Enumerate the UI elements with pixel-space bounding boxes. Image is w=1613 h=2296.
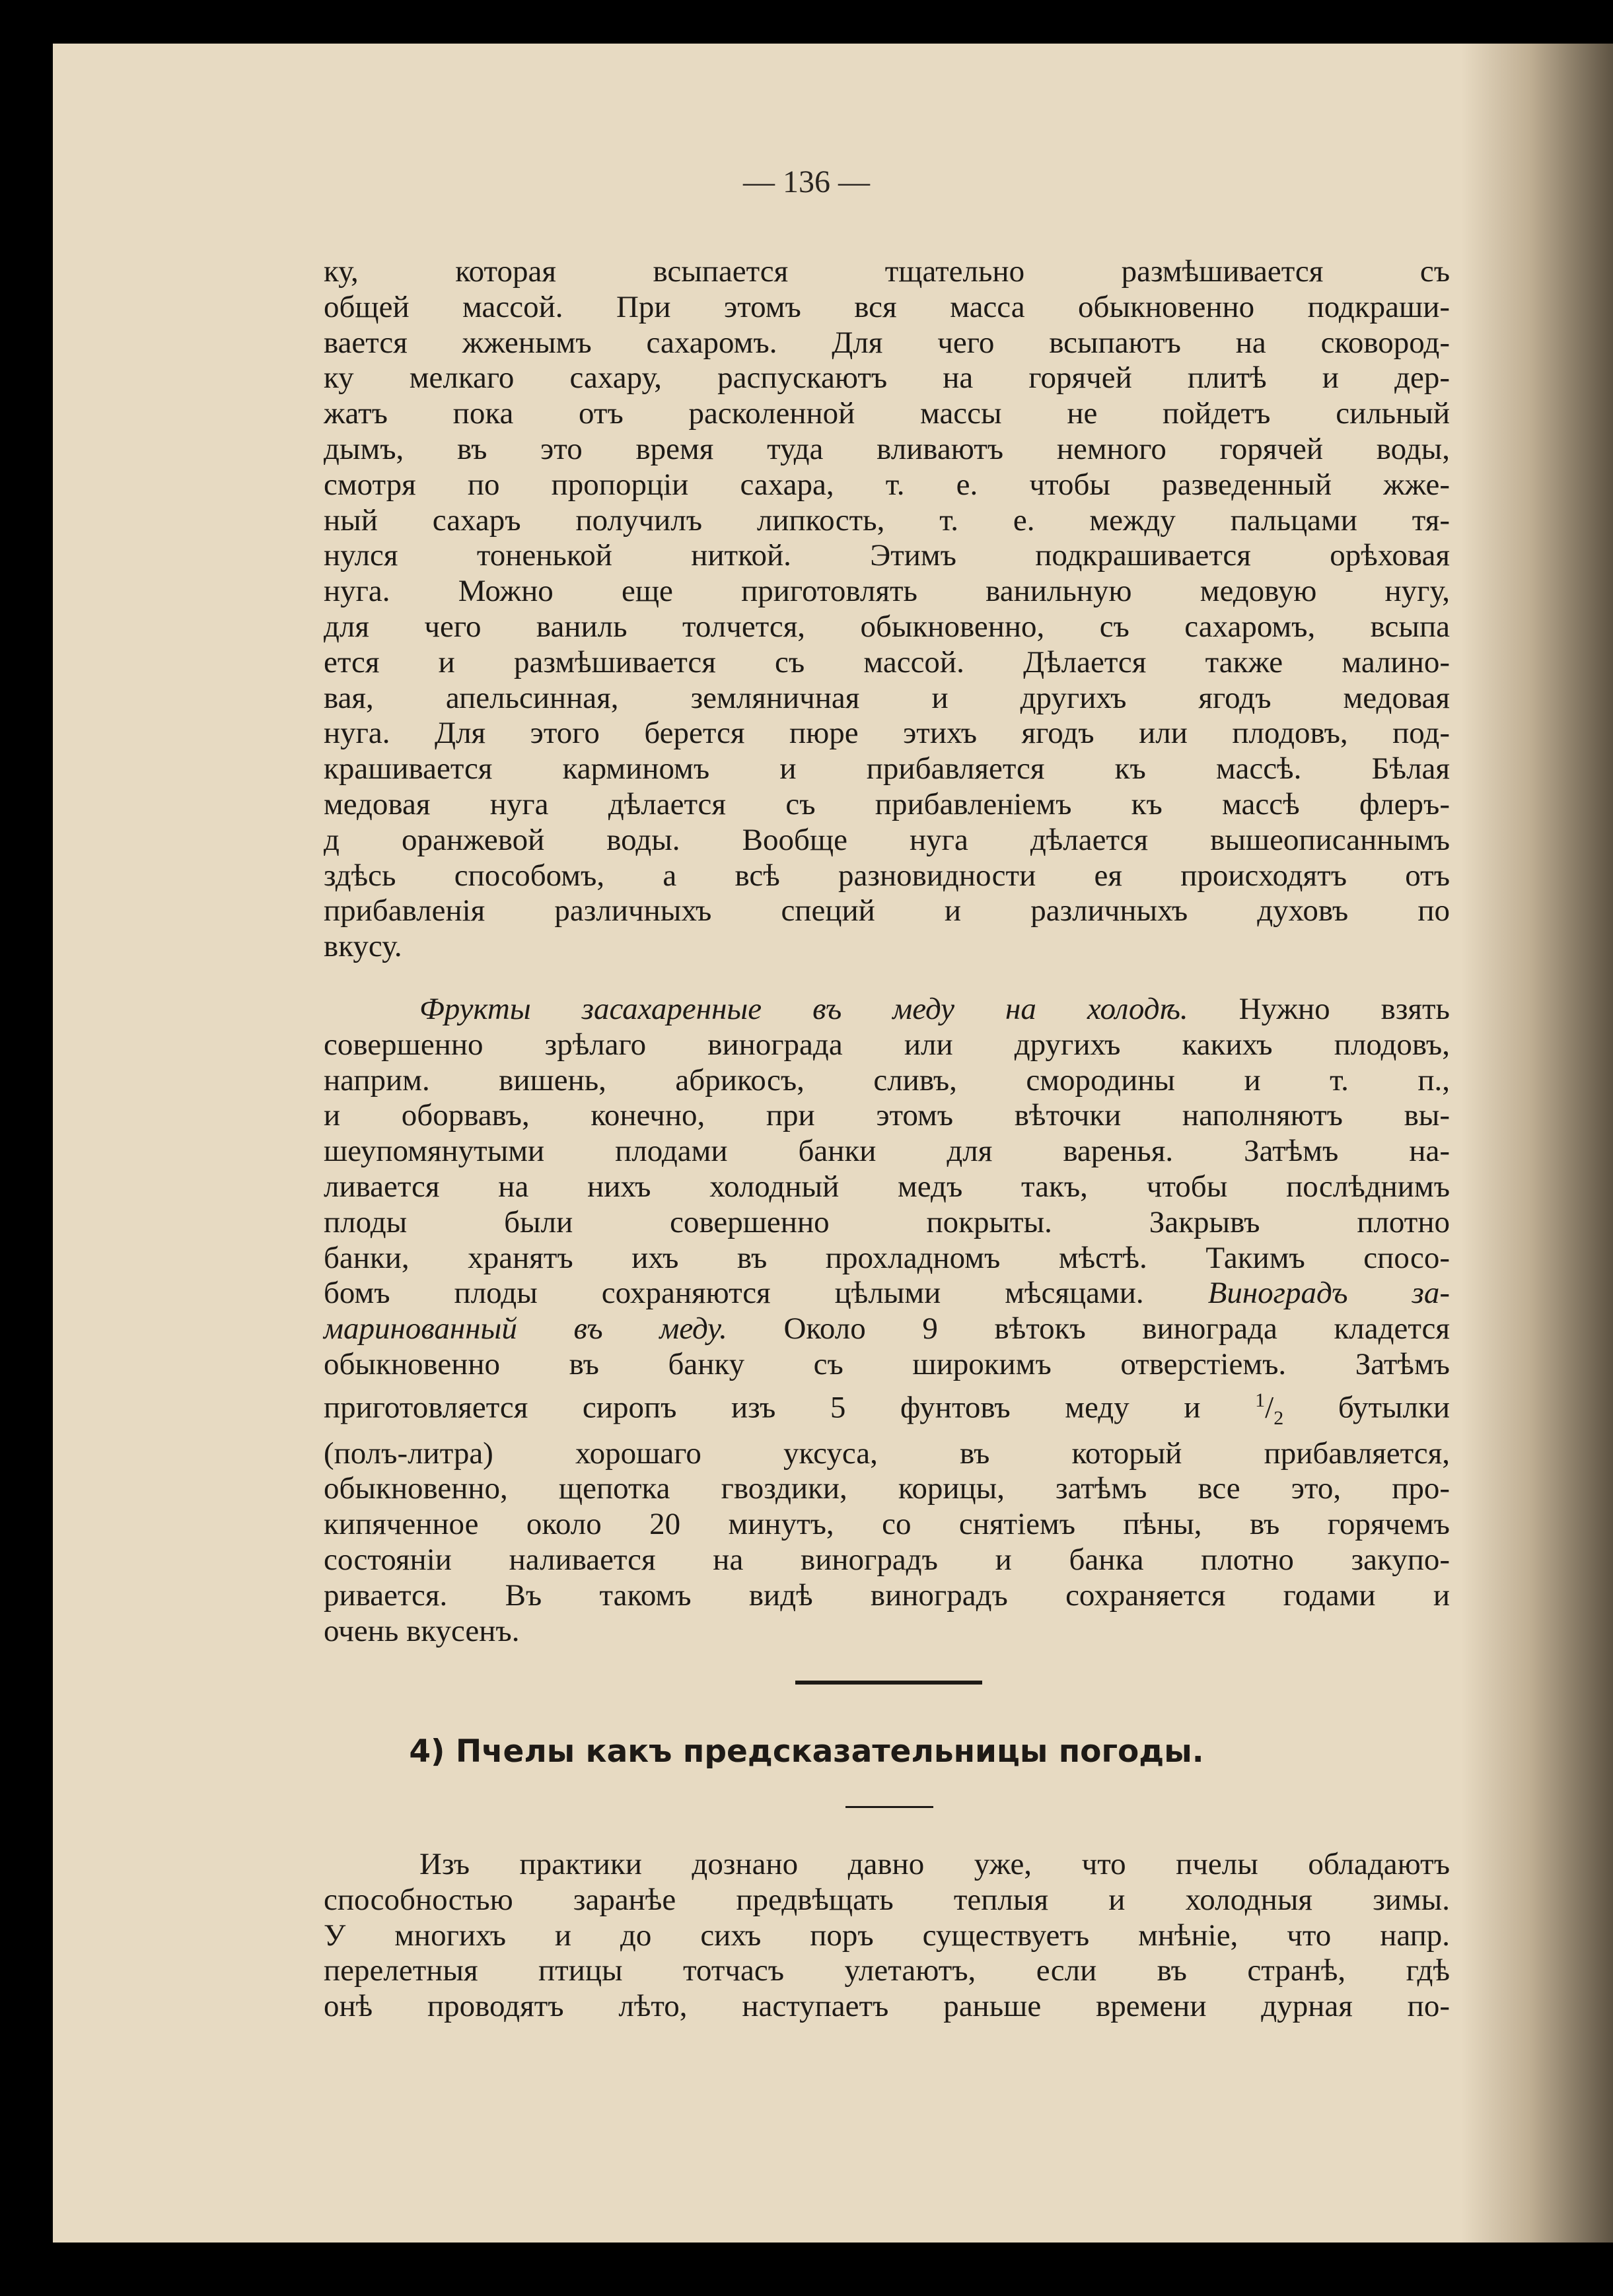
text-line: способностью заранѣе предвѣщать теплыя и холодныя зимы. <box>324 1882 1450 1917</box>
text-line <box>324 1311 1450 1347</box>
text-line: крашивается карминомъ и прибавляется къ массѣ. Бѣлая <box>324 751 1450 786</box>
fraction-numerator: 1 <box>1255 1389 1266 1411</box>
text-line: жатъ пока отъ расколенной массы не пойдетъ сильный <box>324 396 1450 431</box>
text-line: и оборвавъ, конечно, при этомъ вѣточки наполняютъ вы- <box>324 1098 1450 1133</box>
text-fragment: Около 9 вѣтокъ винограда кладется <box>727 1311 1450 1346</box>
text-line: приготовляется сиропъ изъ 5 фунтовъ меду и $^1/_2$ бутылки <box>324 1389 1450 1429</box>
section-heading: 4) Пчелы какъ предсказательницы погоды. <box>409 1733 1204 1770</box>
text-line: ется и размѣшивается съ массой. Дѣлается также малино- <box>324 644 1450 679</box>
text-line: кипяченное около 20 минутъ, со снятіемъ пѣны, въ горячемъ <box>324 1507 1450 1542</box>
paragraph-bees-weather <box>324 1847 1450 2025</box>
text-line: здѣсь способомъ, а всѣ разновидности ея происходятъ отъ <box>324 858 1450 893</box>
paragraph-candied-fruit <box>324 992 1450 1649</box>
page-shadow-edge <box>1461 44 1613 2243</box>
text-line: очень вкусенъ. <box>324 1613 520 1648</box>
text-line: ку мелкаго сахару, распускаютъ на горячей плитѣ и дер- <box>324 361 1450 396</box>
text-line: прибавленія различныхъ специй и различныхъ духовъ по <box>324 893 1450 928</box>
text-line: ливается на нихъ холодный медъ такъ, чтобы послѣднимъ <box>324 1169 1450 1204</box>
text-line: нуга. Для этого берется пюре этихъ ягодъ или плодовъ, под- <box>324 716 1450 751</box>
italic-subtitle: Виноградъ за- <box>1207 1276 1451 1311</box>
text-line: онѣ проводятъ лѣто, наступаетъ раньше времени дурная по- <box>324 1989 1450 2024</box>
text-fragment: бомъ плоды сохраняются цѣлыми мѣсяцами. <box>324 1276 1144 1311</box>
text-line: вкусу. <box>324 929 402 964</box>
text-line: (полъ-литра) хорошаго уксуса, въ который прибавляется, <box>324 1436 1450 1471</box>
text-fragment: приготовляется сиропъ изъ 5 фунтовъ меду и <box>324 1390 1256 1425</box>
text-line: д оранжевой воды. Вообще нуга дѣлается вышеописаннымъ <box>324 822 1450 857</box>
text-line: смотря по пропорціи сахара, т. е. чтобы разведенный жже- <box>324 467 1450 502</box>
text-fragment: бутылки <box>1283 1390 1450 1425</box>
italic-subtitle: Фрукты засахаренные въ меду на холодѣ. <box>419 992 1188 1026</box>
text-line: обыкновенно, щепотка гвоздики, корицы, затѣмъ все это, про- <box>324 1471 1450 1506</box>
text-line: нулся тоненькой ниткой. Этимъ подкрашивается орѣховая <box>324 538 1450 573</box>
text-line <box>324 992 1450 1027</box>
text-line: медовая нуга дѣлается съ прибавленіемъ къ массѣ флеръ- <box>324 786 1450 821</box>
text-line: вается жженымъ сахаромъ. Для чего всыпаютъ на сковород- <box>324 325 1450 360</box>
text-line: перелетныя птицы тотчасъ улетаютъ, если въ странѣ, гдѣ <box>324 1953 1450 1988</box>
text-line: У многихъ и до сихъ поръ существуетъ мнѣніе, что напр. <box>324 1918 1450 1953</box>
text-line: нуга. Можно еще приготовлять ванильную медовую нугу, <box>324 574 1450 609</box>
section-divider-rule <box>795 1681 982 1685</box>
text-line: ку, которая всыпается тщательно размѣшивается съ <box>324 254 1450 289</box>
page-number: — 136 — <box>743 164 870 199</box>
text-line: дымъ, въ это время туда вливаютъ немного горячей воды, <box>324 431 1450 466</box>
text-line: ный сахаръ получилъ липкость, т. е. между пальцами тя- <box>324 503 1450 538</box>
fraction-denominator: 2 <box>1273 1407 1284 1429</box>
text-line: общей массой. При этомъ вся масса обыкновенно подкраши- <box>324 289 1450 324</box>
text-line: наприм. вишень, абрикосъ, сливъ, смородины и т. п., <box>324 1062 1450 1097</box>
text-line <box>324 1276 1450 1311</box>
text-line: плоды были совершенно покрыты. Закрывъ плотно <box>324 1204 1450 1239</box>
text-line: ривается. Въ такомъ видѣ виноградъ сохраняется годами и <box>324 1578 1450 1613</box>
text-line: Изъ практики дознано давно уже, что пчелы обладаютъ <box>419 1847 1450 1881</box>
text-line: состояніи наливается на виноградъ и банка плотно закупо- <box>324 1543 1450 1577</box>
text-line: банки, хранятъ ихъ въ прохладномъ мѣстѣ. Такимъ спосо- <box>324 1240 1450 1275</box>
text-line: обыкновенно въ банку съ широкимъ отверстіемъ. Затѣмъ <box>324 1346 1450 1381</box>
text-line: вая, апельсинная, земляничная и другихъ ягодъ медовая <box>324 680 1450 715</box>
text-line: шеупомянутыми плодами банки для варенья. Затѣмъ на- <box>324 1134 1450 1169</box>
text-line: совершенно зрѣлаго винограда или другихъ какихъ плодовъ, <box>324 1027 1450 1062</box>
heading-underline-rule <box>845 1806 933 1808</box>
text-fragment: Нужно взять <box>1188 992 1450 1026</box>
paragraph-nougat <box>324 254 1450 965</box>
italic-subtitle: маринованный въ меду. <box>324 1311 727 1346</box>
text-line: для чего ваниль толчется, обыкновенно, съ сахаромъ, всыпа <box>324 609 1450 644</box>
